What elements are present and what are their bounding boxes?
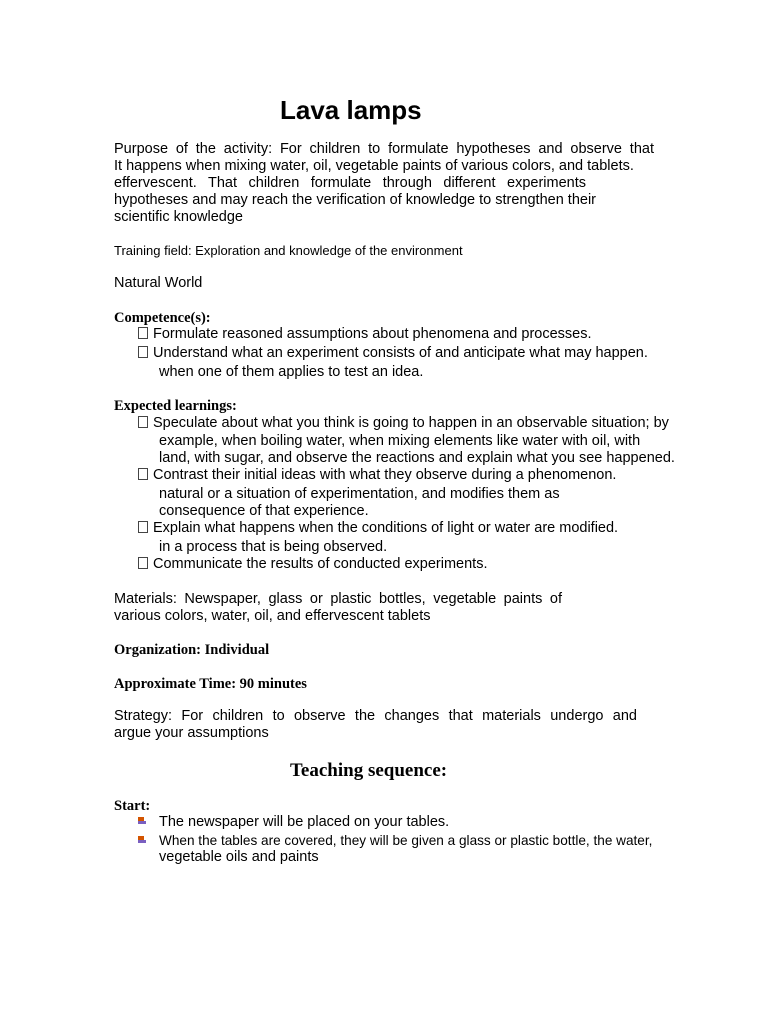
box-bullet-icon bbox=[138, 416, 148, 428]
start-item-continuation: vegetable oils and paints bbox=[159, 849, 319, 865]
page-title: Lava lamps bbox=[280, 95, 422, 125]
expected-item-continuation: example, when boiling water, when mixing elements like water with oil, with bbox=[159, 433, 641, 449]
expected-item: Explain what happens when the conditions of light or water are modified. bbox=[138, 520, 618, 538]
box-bullet-icon bbox=[138, 346, 148, 358]
expected-item-continuation: land, with sugar, and observe the reactions and explain what you see happened. bbox=[159, 450, 675, 466]
box-bullet-icon bbox=[138, 521, 148, 533]
materials-line: various colors, water, oil, and effervescent tablets bbox=[114, 608, 431, 624]
expected-item: Communicate the results of conducted experiments. bbox=[138, 556, 487, 574]
purpose-line: hypotheses and may reach the verification of knowledge to strengthen their bbox=[114, 192, 597, 208]
materials-line: Materials: Newspaper, glass or plastic bottles, vegetable paints of bbox=[114, 591, 562, 607]
purpose-line: It happens when mixing water, oil, vegetable paints of various colors, and tablets. bbox=[114, 158, 634, 174]
expected-item: Speculate about what you think is going to happen in an observable situation; by bbox=[138, 415, 669, 433]
book-bullet-icon bbox=[137, 836, 147, 844]
competence-item-continuation: when one of them applies to test an idea. bbox=[159, 364, 424, 380]
start-heading: Start: bbox=[114, 798, 151, 814]
strategy-line: Strategy: For children to observe the changes that materials undergo and bbox=[114, 708, 637, 724]
expected-item-continuation: consequence of that experience. bbox=[159, 503, 369, 519]
strategy-line: argue your assumptions bbox=[114, 725, 269, 741]
approximate-time: Approximate Time: 90 minutes bbox=[114, 676, 307, 692]
start-item: When the tables are covered, they will be given a glass or plastic bottle, the water, bbox=[137, 832, 652, 849]
organization: Organization: Individual bbox=[114, 642, 270, 658]
teaching-sequence-heading: Teaching sequence: bbox=[290, 760, 448, 781]
competence-item: Formulate reasoned assumptions about phenomena and processes. bbox=[138, 326, 592, 344]
box-bullet-icon bbox=[138, 557, 148, 569]
expected-item: Contrast their initial ideas with what they observe during a phenomenon. bbox=[138, 467, 616, 485]
purpose-line: effervescent. That children formulate through different experiments bbox=[114, 175, 586, 191]
expected-learnings-heading: Expected learnings: bbox=[114, 398, 237, 414]
purpose-line: Purpose of the activity: For children to formulate hypotheses and observe that bbox=[114, 141, 654, 157]
natural-world: Natural World bbox=[114, 275, 203, 291]
expected-item-continuation: natural or a situation of experimentation, and modifies them as bbox=[159, 486, 560, 502]
box-bullet-icon bbox=[138, 327, 148, 339]
purpose-line: scientific knowledge bbox=[114, 209, 243, 225]
expected-item-continuation: in a process that is being observed. bbox=[159, 539, 388, 555]
training-field: Training field: Exploration and knowledge of the environment bbox=[114, 243, 463, 258]
box-bullet-icon bbox=[138, 468, 148, 480]
start-item: The newspaper will be placed on your tables. bbox=[137, 814, 449, 832]
book-bullet-icon bbox=[137, 817, 147, 825]
competence-item: Understand what an experiment consists of and anticipate what may happen. bbox=[138, 345, 648, 363]
competence-heading: Competence(s): bbox=[114, 310, 211, 326]
